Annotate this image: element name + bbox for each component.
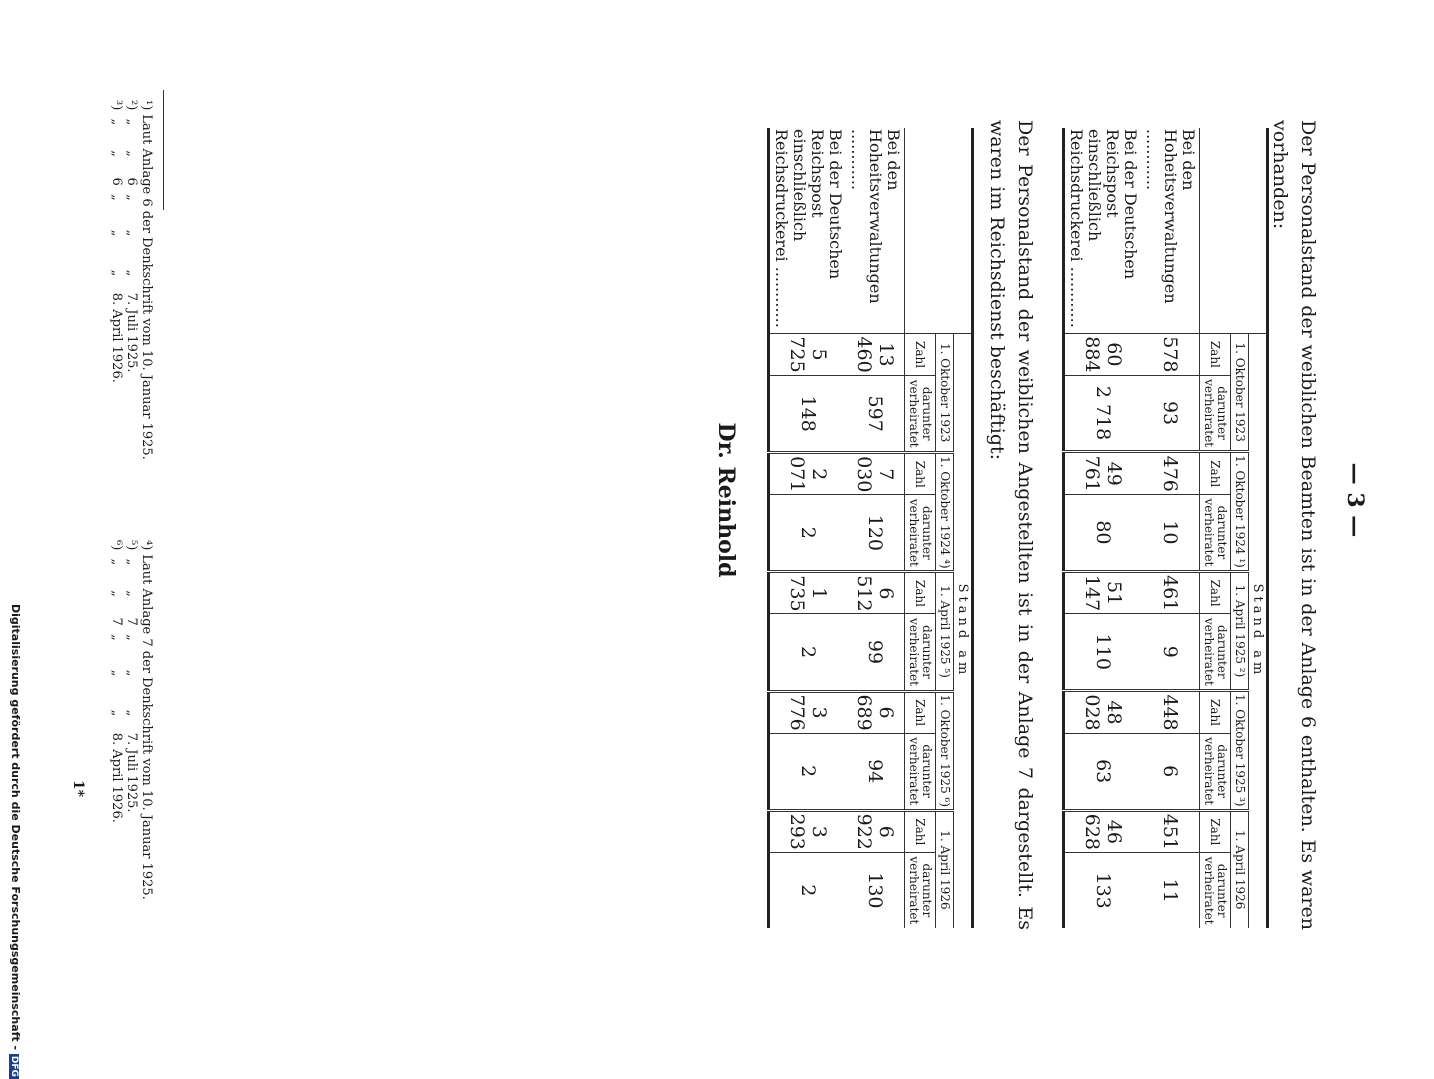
cell-married: 6 [1141,733,1200,810]
row-label: Bei den Hoheitsverwaltungen ............ [1143,129,1198,304]
married-header: darunter verheiratet [905,376,936,453]
cell-married: 9 [1141,614,1200,691]
section1-table [1062,128,1269,928]
cell-married: 148 [769,376,847,453]
cell-count: 48 028 [1064,691,1142,734]
digitization-note [9,604,22,1077]
date-header: 1. April 1925 ²) [1231,571,1249,690]
cell-married: 2 718 [1064,375,1142,452]
cell-married: 63 [1064,733,1142,810]
cell-count: 6 512 [846,572,905,614]
cell-married: 2 [769,614,847,691]
cell-count: 578 [1141,334,1200,376]
signature: Dr. Reinhold [713,422,739,578]
footnote: ⁶) „ „ 7 „ „ „ 8. April 1926. [109,540,124,823]
cell-count: 60 884 [1064,334,1142,376]
cell-count: 6 922 [846,810,905,852]
footnote: ⁵) „ „ 7 „ „ „ 7. Juli 1925. [124,540,139,813]
cell-married: 80 [1064,495,1142,572]
count-header: Zahl [1200,452,1231,495]
married-header: darunter verheiratet [1200,853,1231,928]
footnote: ³) „ „ 6 „ „ „ 8. April 1926. [109,100,124,383]
page-number: — 3 — [1342,462,1368,538]
married-header: darunter verheiratet [1200,495,1231,572]
cell-married: 2 [769,495,847,572]
count-header: Zahl [905,691,936,733]
count-header: Zahl [1200,810,1231,853]
married-header: darunter verheiratet [905,614,936,691]
count-header: Zahl [905,810,936,852]
cell-count: 2 071 [769,453,847,495]
cell-married: 120 [846,495,905,572]
married-header: darunter verheiratet [1200,614,1231,691]
cell-married: 99 [846,614,905,691]
row-label: Bei der Deutschen Reichspost einschließlich Reichsdruckerei ............ [772,129,845,328]
group-header: Stand am [954,334,973,929]
cell-married: 2 [769,733,847,810]
cell-count: 13 460 [846,334,905,376]
cell-count: 451 [1141,810,1200,853]
footnote-rule [163,90,164,210]
row-label: Bei der Deutschen Reichspost einschließlich Reichsdruckerei ............ [1067,129,1140,328]
cell-count: 476 [1141,452,1200,495]
table-row [1141,128,1200,928]
footnotes-right [109,540,154,900]
cell-married: 597 [846,376,905,453]
cell-count: 51 147 [1064,571,1142,614]
cell-count: 3 293 [769,810,847,852]
row-label-header [1200,128,1268,334]
section1-intro: Der Personalstand der weiblichen Beamten ist in der Anlage 6 enthalten. Es waren vorhanden: [1269,120,1319,930]
cell-married: 93 [1141,375,1200,452]
footnotes-left [109,100,154,460]
date-header: 1. April 1926 [936,810,954,928]
cell-count: 461 [1141,571,1200,614]
date-header: 1. April 1925 ⁵) [936,572,954,691]
cell-count: 6 689 [846,691,905,733]
cell-count: 46 628 [1064,810,1142,853]
cell-married: 133 [1064,853,1142,928]
row-label-header [905,128,973,334]
date-header: 1. Oktober 1925 ⁶) [936,691,954,810]
date-header: 1. Oktober 1924 ⁴) [936,453,954,572]
sheet-mark: 1* [70,780,86,798]
footnote: ⁴) Laut Anlage 7 der Denkschrift vom 10. Januar 1925. [139,540,154,900]
cell-married: 10 [1141,495,1200,572]
date-header: 1. Oktober 1925 ³) [1231,691,1249,810]
cell-count: 5 725 [769,334,847,376]
married-header: darunter verheiratet [905,852,936,928]
cell-count: 7 030 [846,453,905,495]
row-label: Bei den Hoheitsverwaltungen ............ [848,129,903,304]
date-header: 1. Oktober 1924 ¹) [1231,452,1249,571]
cell-married: 94 [846,733,905,810]
table-row [1064,128,1142,928]
digitization-text: Digitalisierung gefördert durch die Deutsche Forschungsgemeinschaft - [9,604,22,1051]
cell-married: 11 [1141,853,1200,928]
count-header: Zahl [1200,571,1231,614]
section2-intro: Der Personalstand der weiblichen Angestellten ist in der Anlage 7 dargestellt. Es waren im Reichsdienst beschäftigt: [986,120,1036,930]
table-row [769,128,847,928]
married-header: darunter verheiratet [905,495,936,572]
married-header: darunter verheiratet [1200,375,1231,452]
footnote: ¹) Laut Anlage 6 der Denkschrift vom 10. Januar 1925. [139,100,154,460]
count-header: Zahl [905,572,936,614]
date-header: 1. April 1926 [1231,810,1249,928]
date-header: 1. Oktober 1923 [1231,334,1249,452]
date-header: 1. Oktober 1923 [936,334,954,453]
count-header: Zahl [1200,334,1231,376]
count-header: Zahl [905,334,936,376]
count-header: Zahl [905,453,936,495]
table-row [846,128,905,928]
count-header: Zahl [1200,691,1231,734]
cell-count: 1 735 [769,572,847,614]
cell-married: 130 [846,852,905,928]
cell-count: 448 [1141,691,1200,734]
cell-count: 3 776 [769,691,847,733]
cell-married: 2 [769,852,847,928]
married-header: darunter verheiratet [1200,733,1231,810]
section2-table [767,128,974,928]
group-header: Stand am [1249,334,1268,929]
dfg-logo: DFG [9,1055,19,1077]
footnote: ²) „ „ 6 „ „ „ 7. Juli 1925. [124,100,139,373]
cell-married: 110 [1064,614,1142,691]
cell-count: 49 761 [1064,452,1142,495]
married-header: darunter verheiratet [905,733,936,810]
